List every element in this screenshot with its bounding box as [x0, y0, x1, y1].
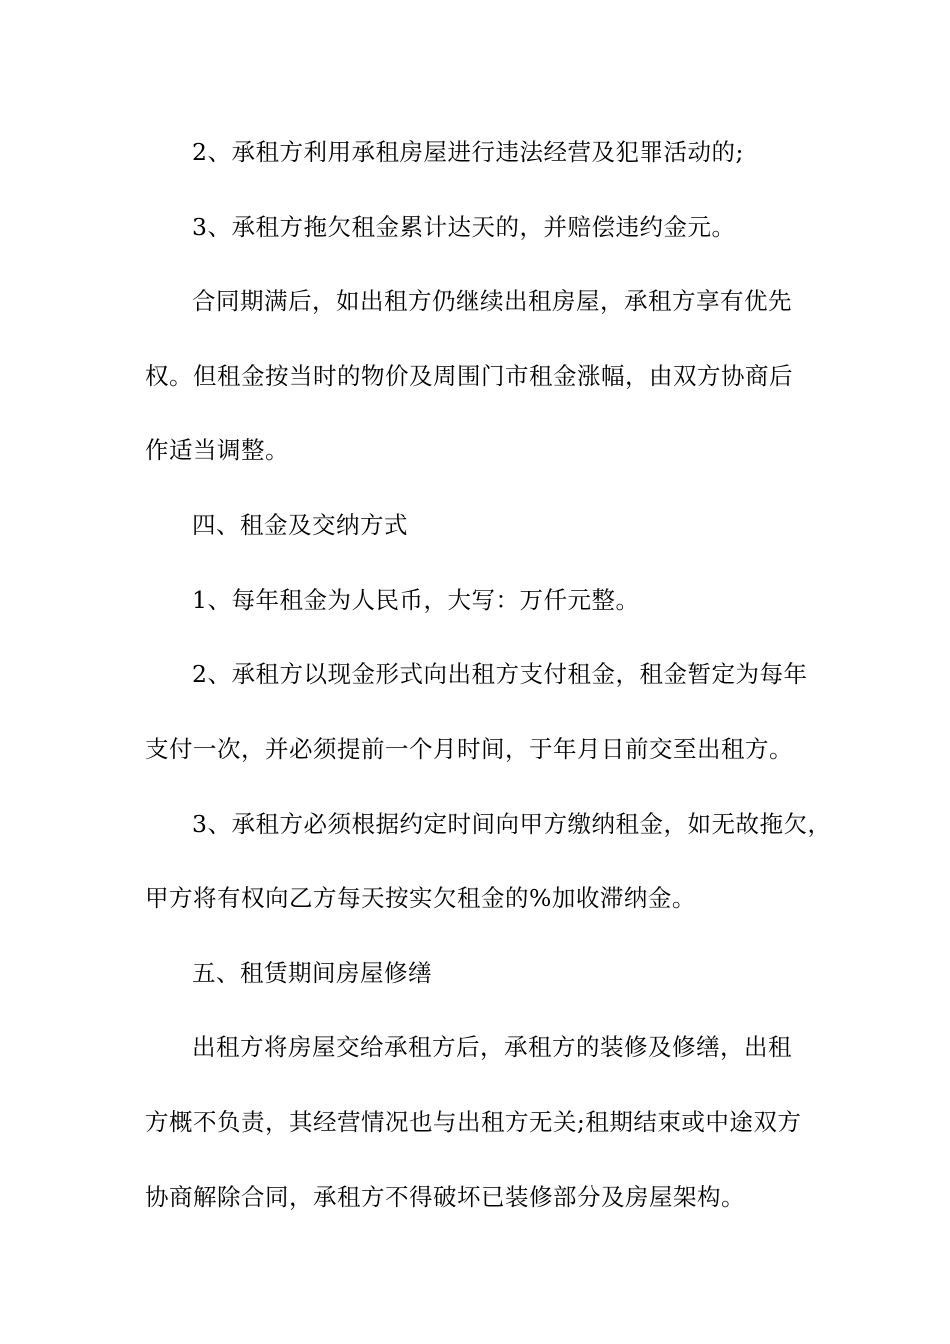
repair-paragraph-line-2: 方概不负责，其经营情况也与出租方无关;租期结束或中途双方 [145, 1108, 802, 1136]
renewal-paragraph-line-2: 权。但租金按当时的物价及周围门市租金涨幅，由双方协商后 [145, 362, 793, 390]
clause-4-item-2-line-2: 支付一次，并必须提前一个月时间，于年月日前交至出租方。 [145, 735, 793, 763]
section-5-heading: 五、租赁期间房屋修缮 [192, 959, 432, 987]
renewal-paragraph-line-3: 作适当调整。 [145, 436, 289, 464]
clause-3-item-2: 2、承租方利用承租房屋进行违法经营及犯罪活动的; [192, 138, 744, 166]
clause-4-item-3-line-2: 甲方将有权向乙方每天按实欠租金的%加收滞纳金。 [145, 884, 696, 912]
repair-paragraph-line-3: 协商解除合同，承租方不得破坏已装修部分及房屋架构。 [145, 1183, 745, 1211]
clause-4-item-1: 1、每年租金为人民币，大写：万仟元整。 [192, 586, 640, 614]
section-4-heading: 四、租金及交纳方式 [192, 511, 408, 539]
clause-3-item-3: 3、承租方拖欠租金累计达天的，并赔偿违约金元。 [192, 213, 736, 241]
renewal-paragraph-line-1: 合同期满后，如出租方仍继续出租房屋，承租方享有优先 [192, 287, 792, 315]
clause-4-item-2-line-1: 2、承租方以现金形式向出租方支付租金，租金暂定为每年 [192, 660, 808, 688]
repair-paragraph-line-1: 出租方将房屋交给承租方后，承租方的装修及修缮，出租 [192, 1033, 792, 1061]
clause-4-item-3-line-1: 3、承租方必须根据约定时间向甲方缴纳租金，如无故拖欠， [192, 810, 832, 838]
